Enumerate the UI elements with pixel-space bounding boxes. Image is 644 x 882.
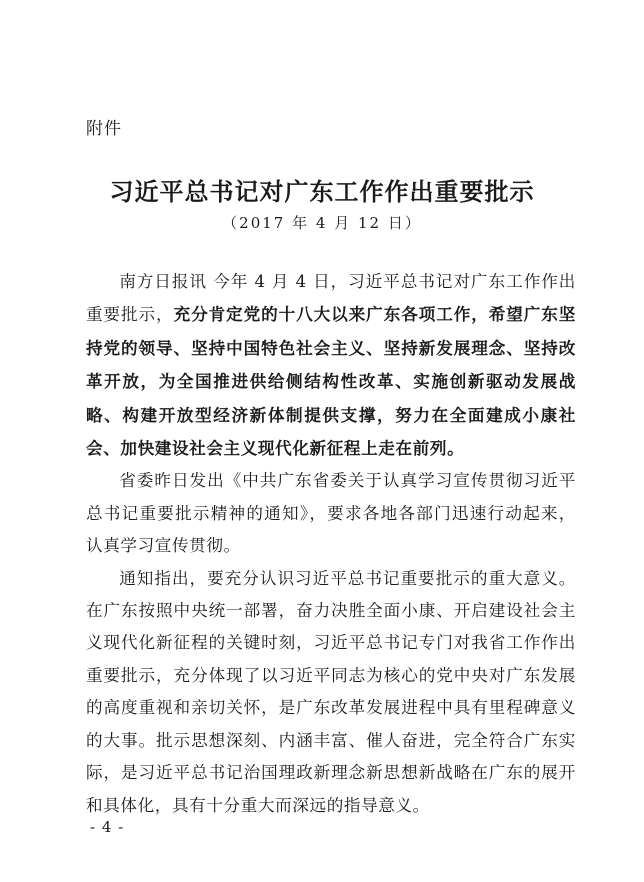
document-date: （2017 年 4 月 12 日）: [222, 214, 422, 232]
paragraph-1-lead: 南方日报讯 今年 4 月 4 日，习近平总书记对广东工作作出重要批示，: [86, 272, 576, 325]
page-number: - 4 -: [90, 818, 125, 836]
paragraph-1-bold: 充分肯定党的十八大以来广东各项工作，希望广东坚持党的领导、坚持中国特色社会主义、坚持新发展理念、坚持改革开放，为全国推进供给侧结构性改革、实施创新驱动发展战略、构建开放型经济新体制提供支撑，努力在全面建成小康社会、加快建设社会主义现代化新征程上走在前列。: [86, 304, 576, 459]
paragraph-1: [86, 266, 576, 465]
document-body: [86, 266, 576, 822]
document-title: 习近平总书记对广东工作作出重要批示: [109, 177, 535, 206]
paragraph-3: 通知指出，要充分认识习近平总书记重要批示的重大意义。在广东按照中央统一部署，奋力决胜全面小康、开启建设社会主义现代化新征程的关键时刻，习近平总书记专门对我省工作作出重要批示，充分体现了以习近平同志为核心的党中央对广东发展的高度重视和亲切关怀，是广东改革发展进程中具有里程碑意义的大事。批示思想深刻、内涵丰富、催人奋进，完全符合广东实际，是习近平总书记治国理政新理念新思想新战略在广东的展开和具体化，具有十分重大而深远的指导意义。: [86, 568, 576, 815]
attachment-label: 附件: [86, 119, 122, 139]
paragraph-2: 省委昨日发出《中共广东省委关于认真学习宣传贯彻习近平总书记重要批示精神的通知》，要求各地各部门迅速行动起来，认真学习宣传贯彻。: [86, 471, 576, 556]
